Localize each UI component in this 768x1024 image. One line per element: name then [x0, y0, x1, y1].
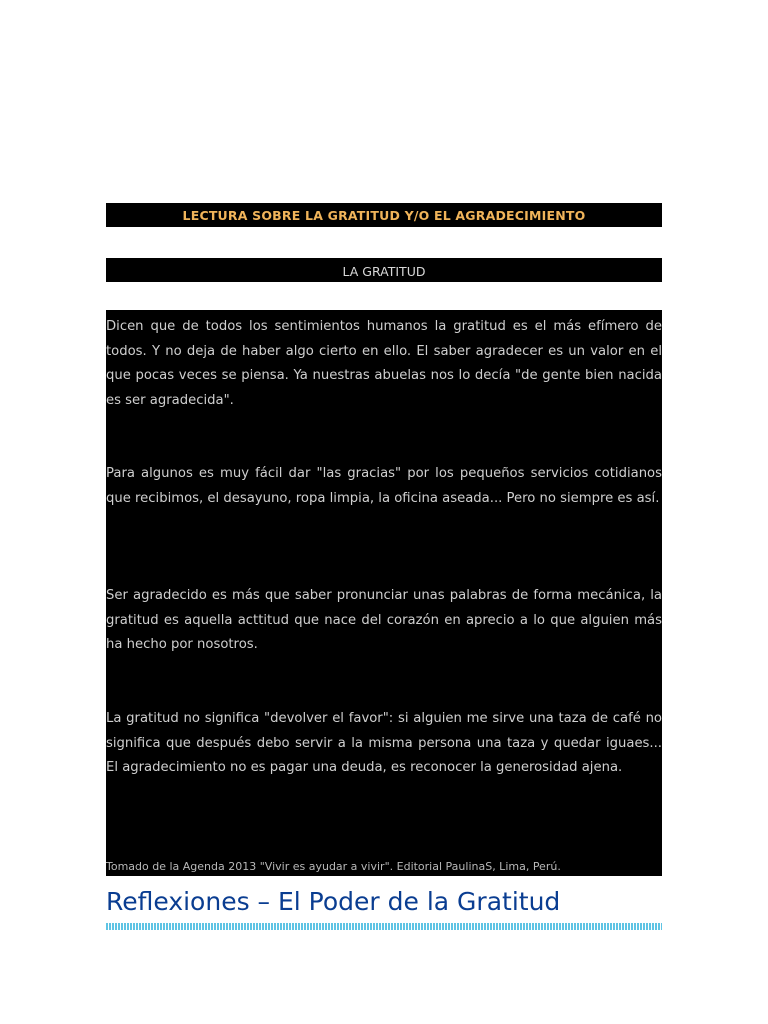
paragraph: La gratitud no significa "devolver el favor": si alguien me sirve una taza de café no significa que después debo servir a la misma persona una taza y quedar iguaes... El agradecimiento no es pagar una deuda, es reconocer la generosidad ajena. [106, 711, 662, 775]
article-title: Reflexiones – El Poder de la Gratitud [106, 887, 561, 916]
paragraph: Para algunos es muy fácil dar "las gracias" por los pequeños servicios cotidianos que recibimos, el desayuno, ropa limpia, la oficina aseada... Pero no siempre es así. [106, 466, 662, 506]
paragraph: Dicen que de todos los sentimientos humanos la gratitud es el más efímero de todos. Y no deja de haber algo cierto en ello. El saber agradecer es un valor en el que pocas veces se piensa. Ya nuestras abuelas nos lo decía "de gente bien nacida es ser agradecida". [106, 319, 662, 408]
paragraph: Ser agradecido es más que saber pronunciar unas palabras de forma mecánica, la gratitud es aquella acttitud que nace del corazón en aprecio a lo que alguien más ha hecho por nosotros. [106, 588, 662, 652]
reading-heading: LECTURA SOBRE LA GRATITUD Y/O EL AGRADECIMIENTO [106, 203, 662, 227]
reading-subtitle: LA GRATITUD [106, 258, 662, 282]
reading-body [106, 310, 662, 876]
title-underline [106, 923, 662, 930]
source-note: Tomado de la Agenda 2013 "Vivir es ayudar a vivir". Editorial PaulinaS, Lima, Perú. [106, 860, 561, 873]
